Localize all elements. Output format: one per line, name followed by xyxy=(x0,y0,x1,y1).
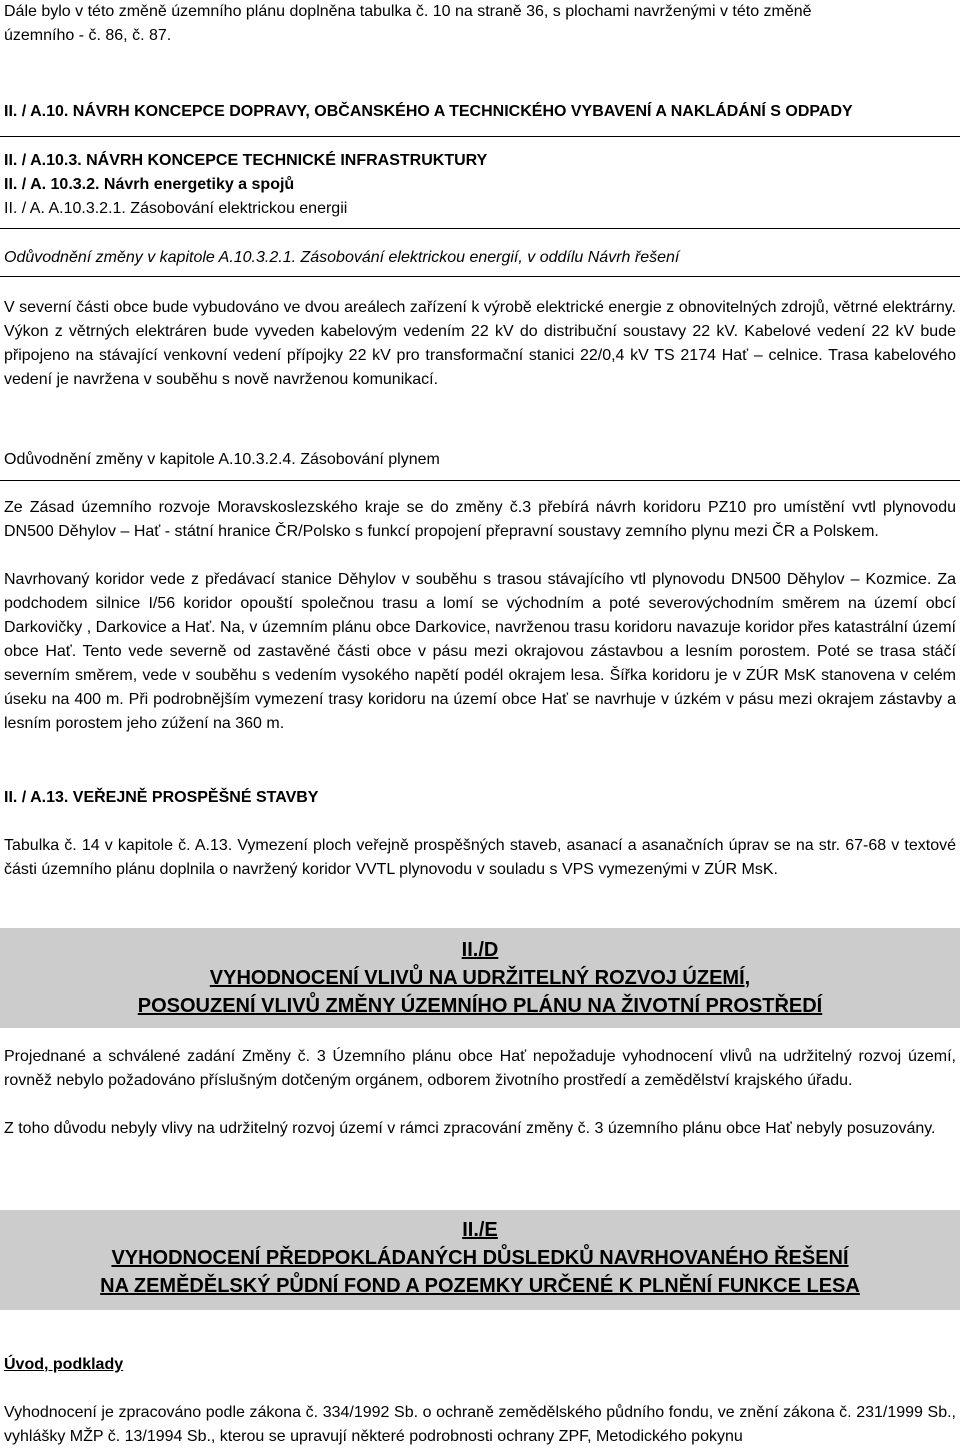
divider xyxy=(0,480,960,481)
band-d-code: II./D xyxy=(461,939,499,961)
divider xyxy=(0,276,960,277)
divider xyxy=(0,136,960,137)
intro-line-2: územního - č. 86, č. 87. xyxy=(4,27,172,44)
band-e-title-line-2: NA ZEMĚDĚLSKÝ PŮDNÍ FOND A POZEMKY URČENÉ K PLNĚNÍ FUNKCE LESA xyxy=(100,1275,860,1297)
heading-a10321: II. / A. A.10.3.2.1. Zásobování elektrickou energii xyxy=(4,200,348,217)
band-d-title-line-1: VYHODNOCENÍ VLIVŮ NA UDRŽITELNÝ ROZVOJ ÚZEMÍ, xyxy=(209,967,751,989)
section-title-electricity: Odůvodnění změny v kapitole A.10.3.2.1. Zásobování elektrickou energií, v oddílu Návrh řešení xyxy=(4,249,680,266)
section-title-gas: Odůvodnění změny v kapitole A.10.3.2.4. Zásobování plynem xyxy=(4,451,440,468)
paragraph-electricity: V severní části obce bude vybudováno ve dvou areálech zařízení k výrobě elektrické energie z obnovitelných zdrojů, větrné elektrárny. Výkon z větrných elektráren bude vyveden kabelovým vedením 22 kV do distribuční soustavy 22 kV. Kabelové vedení 22 kV bude připojeno na stávající venkovní vedení přípojky 22 kV pro transformační stanici 22/0,4 kV TS 2174 Hať – celnice. Trasa kabelového vedení je navržena v souběhu s nově navrženou komunikací. xyxy=(4,299,956,388)
band-e-code: II./E xyxy=(462,1219,498,1241)
heading-a1032: II. / A. 10.3.2. Návrh energetiky a spojů xyxy=(4,176,295,193)
paragraph-d-2: Z toho důvodu nebyly vlivy na udržitelný rozvoj území v rámci zpracování změny č. 3 územního plánu obce Hať nebyly posuzovány. xyxy=(4,1120,936,1137)
paragraph-a13: Tabulka č. 14 v kapitole č. A.13. Vymezení ploch veřejně prospěšných staveb, asanací a asanačních úprav se na str. 67-68 v textové části územního plánu doplnila o navržený koridor VVTL plynovodu v souladu s VPS vymezenými v ZÚR MsK. xyxy=(4,837,956,878)
band-d-title-line-2: POSOUZENÍ VLIVŮ ZMĚNY ÚZEMNÍHO PLÁNU NA ŽIVOTNÍ PROSTŘEDÍ xyxy=(137,995,823,1017)
paragraph-gas-2: Navrhovaný koridor vede z předávací stanice Děhylov v souběhu s trasou stávajícího vtl plynovodu DN500 Děhylov – Kozmice. Za podchodem silnice I/56 koridor opouští společnou trasu a lomí se východním a poté severovýchodním směrem na území obcí Darkovičky , Darkovice a Hať. Na, v územním plánu obce Darkovice, navrženou trasu koridoru navazuje koridor přes katastrální území obce Hať. Tento vede severně od zastavěné části obce v pásu mezi okrajovou zástavbou a lesním porostem. Poté se trasa stáčí severním směrem, vede v souběhu s vedením vysokého napětí podél okrajem lesa. Šířka koridoru je v ZÚR MsK stanovena v celém úseku na 400 m. Při podrobnějším vymezení trasy koridoru na území obce Hať se navrhuje v úzkém v pásu mezi okrajem zástavby a lesním porostem jeho zúžení na 360 m. xyxy=(4,571,956,732)
paragraph-gas-1: Ze Zásad územního rozvoje Moravskoslezského kraje se do změny č.3 přebírá návrh koridoru PZ10 pro umístění vvtl plynovodu DN500 Děhylov – Hať - státní hranice ČR/Polsko s funkcí propojení přepravní soustavy zemního plynu mezi ČR a Polskem. xyxy=(4,499,956,540)
band-e-title-line-1: VYHODNOCENÍ PŘEDPOKLÁDANÝCH DŮSLEDKŮ NAVRHOVANÉHO ŘEŠENÍ xyxy=(111,1247,849,1269)
intro-text xyxy=(4,0,956,48)
heading-a13: II. / A.13. VEŘEJNĚ PROSPĚŠNÉ STAVBY xyxy=(4,789,319,806)
divider xyxy=(0,228,960,229)
heading-a10: II. / A.10. NÁVRH KONCEPCE DOPRAVY, OBČANSKÉHO A TECHNICKÉHO VYBAVENÍ A NAKLÁDÁNÍ S ODPADY xyxy=(4,103,853,120)
intro-line-1: Dále bylo v této změně územního plánu doplněna tabulka č. 10 na straně 36, s plochami navrženými v této změně xyxy=(4,3,812,20)
heading-intro-sources: Úvod, podklady xyxy=(4,1356,124,1373)
heading-a103: II. / A.10.3. NÁVRH KONCEPCE TECHNICKÉ INFRASTRUKTURY xyxy=(4,152,488,169)
paragraph-d-1: Projednané a schválené zadání Změny č. 3 Územního plánu obce Hať nepožaduje vyhodnocení vlivů na udržitelný rozvoj území, rovněž nebylo požadováno příslušným dotčeným orgánem, odborem životního prostředí a zemědělství krajského úřadu. xyxy=(4,1048,956,1089)
paragraph-intro-sources: Vyhodnocení je zpracováno podle zákona č. 334/1992 Sb. o ochraně zemědělského půdního fondu, ve znění zákona č. 231/1999 Sb., vyhlášky MŽP č. 13/1994 Sb., kterou se upravují některé podrobnosti ochrany ZPF, Metodického pokynu xyxy=(4,1404,956,1445)
